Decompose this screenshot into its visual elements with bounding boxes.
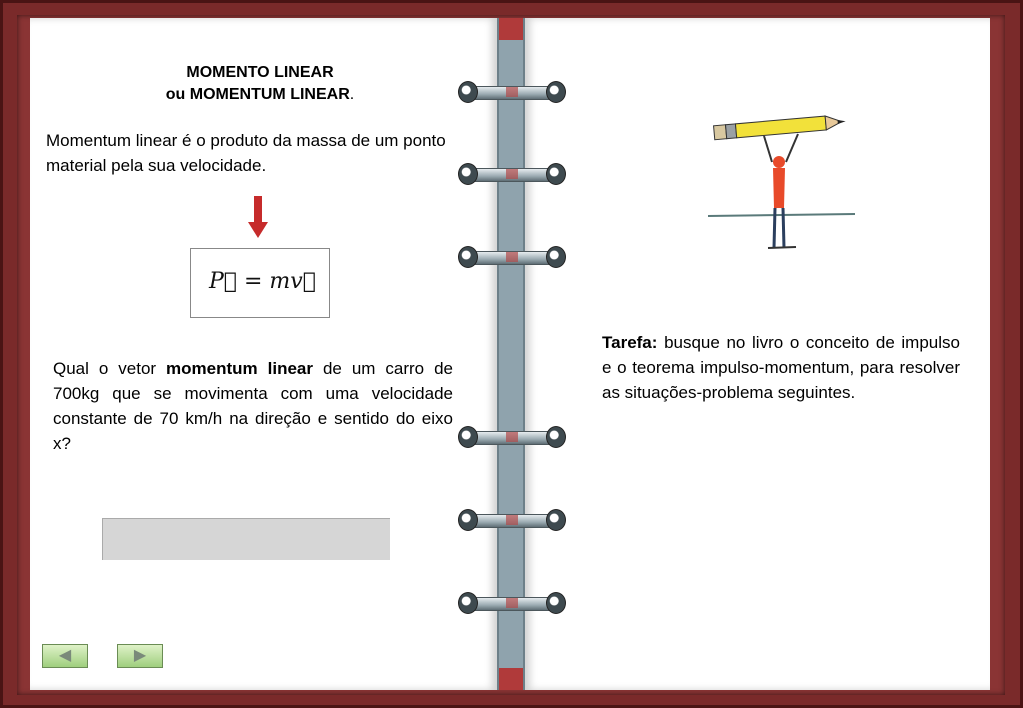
left-arrow-icon: ◀ (58, 647, 72, 664)
formula-box (190, 248, 330, 318)
binder-ring (458, 509, 564, 531)
title-line-2 (95, 84, 425, 106)
notebook-spine (497, 18, 525, 690)
page-title (95, 62, 425, 106)
binder-ring (458, 592, 564, 614)
binder-ring (458, 163, 564, 185)
answer-box[interactable] (102, 518, 390, 560)
momentum-formula: P⃗ = mv⃗ (209, 269, 316, 294)
question-before: Qual o vetor (53, 359, 167, 378)
left-page (30, 18, 498, 690)
pencil-lifter-illustration (700, 110, 860, 255)
right-arrow-icon: ▶ (133, 647, 147, 664)
next-button[interactable] (117, 644, 163, 668)
task-text (602, 330, 960, 405)
question-bold: momentum linear (166, 359, 313, 378)
intro-text: Momentum linear é o produto da massa de um ponto material pela sua velocidade. (46, 131, 446, 175)
question-after: de um carro de 700kg que se movimenta com uma velocidade constante de 70 km/h na direção e sentido do eixo x? (53, 359, 453, 453)
binder-ring (458, 81, 564, 103)
binder-ring (458, 426, 564, 448)
prev-button[interactable] (42, 644, 88, 668)
down-arrow-icon (248, 196, 268, 238)
title-period: . (349, 86, 355, 103)
task-body: busque no livro o conceito de impulso e o teorema impulso-momentum, para resolver as situações-problema seguintes. (602, 333, 960, 402)
spine-cap-bottom (499, 668, 523, 690)
binder-ring (458, 246, 564, 268)
title-line-1: MOMENTO LINEAR (186, 64, 334, 81)
question-text (53, 356, 453, 456)
title-line-2-text: ou MOMENTUM LINEAR (165, 86, 350, 103)
task-label: Tarefa: (602, 333, 658, 352)
spine-cap-top (499, 18, 523, 40)
